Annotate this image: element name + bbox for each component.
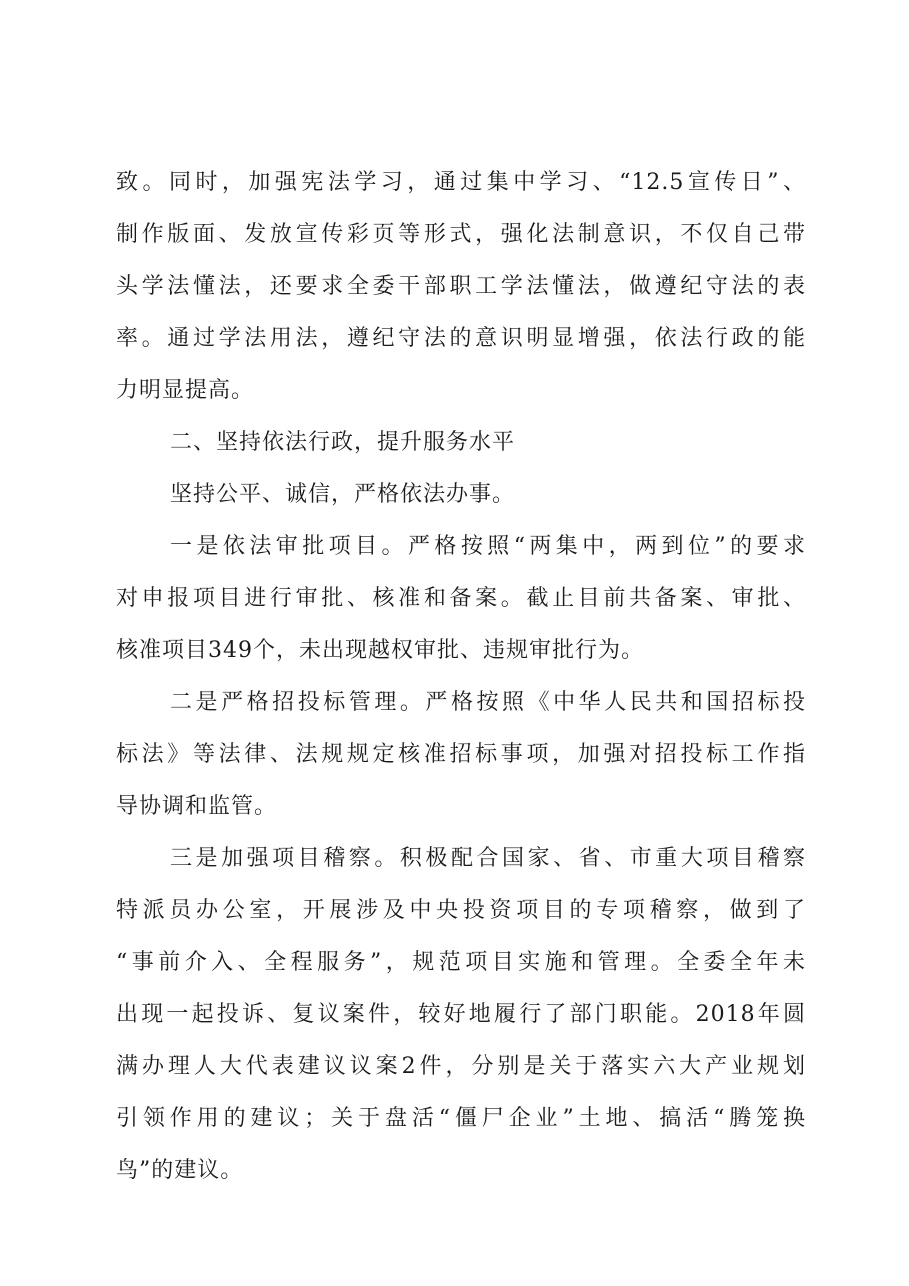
text-line: 率。通过学法用法，遵纪守法的意识明显增强，依法行政的能 [116, 326, 806, 351]
text-line: 头学法懂法，还要求全委干部职工学法懂法，做遵纪守法的表 [116, 274, 806, 299]
text-line: 制作版面、发放宣传彩页等形式，强化法制意识，不仅自己带 [116, 222, 806, 247]
text-line: 致。同时，加强宪法学习，通过集中学习、“12.5宣传日”、 [116, 170, 806, 195]
section-heading: 二、坚持依法行政，提升服务水平 [170, 430, 516, 455]
text-line: 一是依法审批项目。严格按照“两集中，两到位”的要求 [170, 534, 806, 559]
text-line: 导协调和监管。 [116, 794, 278, 819]
text-line: 二是严格招投标管理。严格按照《中华人民共和国招标投 [170, 690, 806, 715]
text-line: 引领作用的建议；关于盘活“僵尸企业”土地、搞活“腾笼换 [116, 1106, 806, 1131]
text-line: 对申报项目进行审批、核准和备案。截止目前共备案、审批、 [116, 586, 806, 611]
text-line: 鸟”的建议。 [116, 1158, 244, 1183]
text-line: 标法》等法律、法规规定核准招标事项，加强对招投标工作指 [116, 742, 806, 767]
text-line: “事前介入、全程服务”，规范项目实施和管理。全委全年未 [116, 950, 806, 975]
text-line: 出现一起投诉、复议案件，较好地履行了部门职能。2018年圆 [116, 1002, 806, 1027]
text-line: 特派员办公室，开展涉及中央投资项目的专项稽察，做到了 [116, 898, 806, 923]
text-line: 三是加强项目稽察。积极配合国家、省、市重大项目稽察 [170, 846, 806, 871]
text-line: 满办理人大代表建议议案2件，分别是关于落实六大产业规划 [116, 1054, 806, 1079]
text-line: 力明显提高。 [116, 378, 255, 403]
text-line: 坚持公平、诚信，严格依法办事。 [170, 482, 516, 507]
text-line: 核准项目349个，未出现越权审批、违规审批行为。 [116, 638, 644, 663]
